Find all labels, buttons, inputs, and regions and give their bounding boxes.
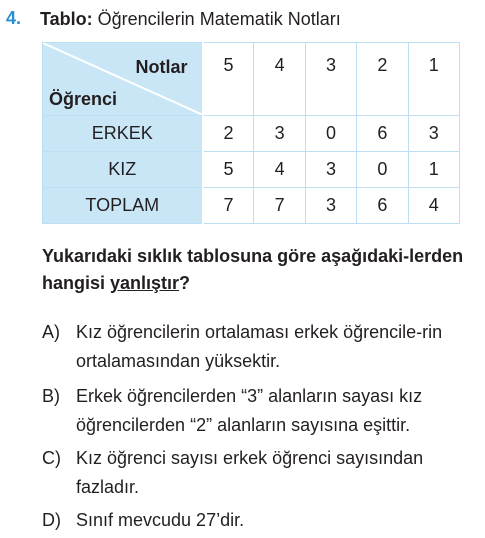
table-cell: 7 [203, 188, 254, 224]
table-cell: 0 [357, 152, 408, 188]
question-stem: Yukarıdaki sıklık tablosuna göre aşağıdaki-lerden hangisi [42, 246, 464, 293]
row-label: TOPLAM [43, 188, 203, 224]
table-cell: 3 [305, 188, 356, 224]
option-text: Kız öğrencilerin ortalaması erkek öğrencile-rin ortalamasından yüksektir. [76, 322, 443, 371]
corner-label-notlar: Notlar [135, 57, 188, 77]
table-cell: 5 [203, 152, 254, 188]
row-label: KIZ [43, 152, 203, 188]
question-number: 4. [6, 8, 22, 28]
table-corner-cell [43, 43, 203, 116]
table-cell: 7 [254, 188, 305, 224]
question-emphasis: yanlıştır [110, 273, 180, 293]
option-d[interactable] [42, 506, 472, 535]
grade-header: 5 [203, 43, 254, 116]
option-a[interactable] [42, 318, 472, 376]
table-cell: 1 [408, 152, 459, 188]
table-cell: 0 [305, 116, 356, 152]
table-header-row [43, 43, 460, 116]
table-row-erkek [43, 116, 460, 152]
table-title-label: Tablo: [40, 9, 93, 29]
option-letter: B) [42, 386, 60, 406]
option-text: Erkek öğrencilerden “3” alanların sayası kız öğrencilerden “2” alanların sayısına eşittir. [76, 386, 423, 435]
grade-header: 3 [305, 43, 356, 116]
option-text: Sınıf mevcudu 27’dir. [76, 510, 245, 530]
table-title [40, 9, 341, 30]
option-letter: A) [42, 322, 60, 342]
grade-header: 4 [254, 43, 305, 116]
option-b[interactable] [42, 382, 472, 440]
table-cell: 2 [203, 116, 254, 152]
table-cell: 4 [408, 188, 459, 224]
grade-header: 2 [357, 43, 408, 116]
option-letter: D) [42, 510, 61, 530]
table-title-text: Öğrencilerin Matematik Notları [92, 9, 341, 29]
grade-header: 1 [408, 43, 459, 116]
option-letter: C) [42, 448, 61, 468]
table-cell: 4 [254, 152, 305, 188]
row-label: ERKEK [43, 116, 203, 152]
corner-label-ogrenci: Öğrenci [49, 89, 118, 109]
table-cell: 3 [254, 116, 305, 152]
question-text [42, 243, 472, 297]
table-row-kiz [43, 152, 460, 188]
table-row-toplam [43, 188, 460, 224]
question-mark: ? [179, 273, 191, 293]
table-cell: 6 [357, 116, 408, 152]
option-c[interactable] [42, 444, 472, 502]
table-cell: 6 [357, 188, 408, 224]
table-cell: 3 [305, 152, 356, 188]
option-text: Kız öğrenci sayısı erkek öğrenci sayısından fazladır. [76, 448, 424, 497]
frequency-table [42, 42, 460, 224]
table-cell: 3 [408, 116, 459, 152]
